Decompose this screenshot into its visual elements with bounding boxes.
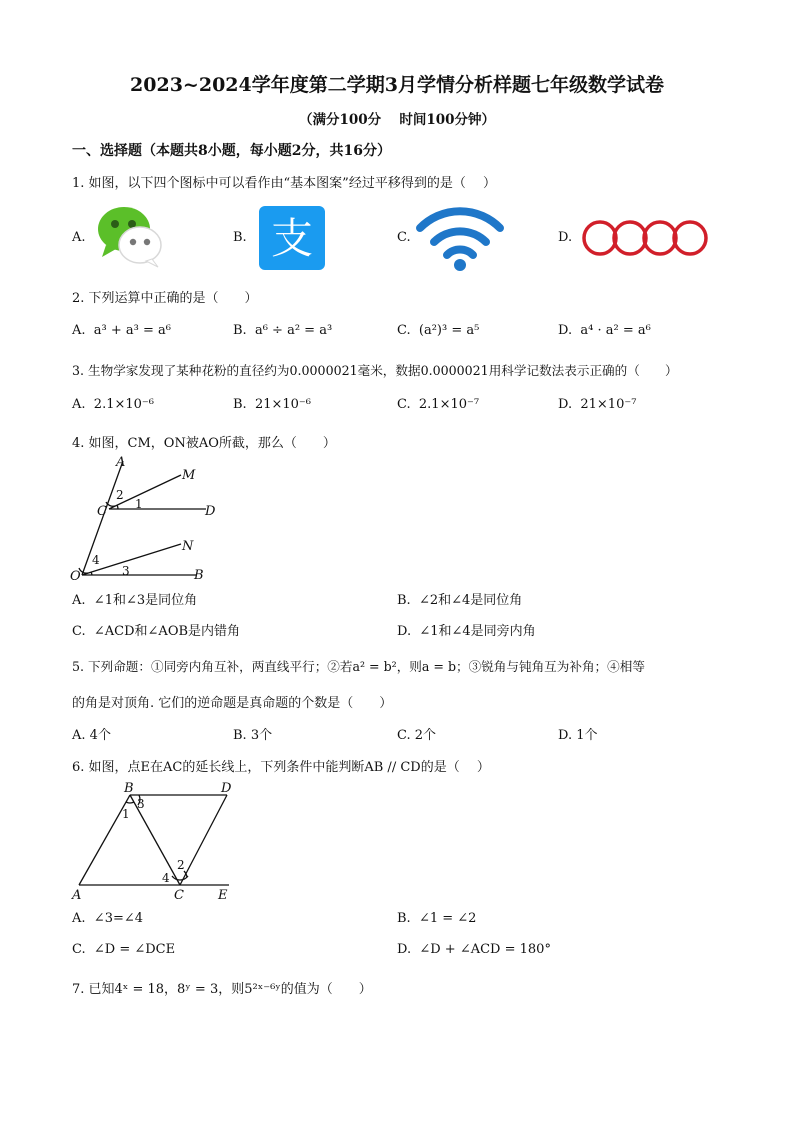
angle-1-label: 1: [122, 807, 130, 821]
question-5-stem-line-2: 的角是对顶角. 它们的逆命题是真命题的个数是（ ）: [72, 696, 393, 711]
question-6-stem: 6. 如图，点E在AC的延长线上，下列条件中能判断AB // CD的是（ ）: [72, 760, 490, 775]
q4-option-d: D. ∠1和∠4是同旁内角: [397, 624, 536, 639]
q5-option-b: B. 3个: [233, 728, 273, 743]
q6-option-b: B. ∠1 = ∠2: [397, 911, 477, 926]
label-A: A: [72, 888, 82, 903]
q2-option-a: A. a³ + a³ = a⁶: [72, 323, 171, 338]
q3-option-b: B. 21×10⁻⁶: [233, 397, 312, 412]
question-4-stem: 4. 如图，CM，ON被AO所截，那么（ ）: [72, 436, 336, 451]
section-heading: 一、选择题（本题共8小题，每小题2分，共16分）: [72, 143, 391, 159]
alipay-glyph: 支: [270, 214, 314, 263]
q3-option-a: A. 2.1×10⁻⁶: [72, 397, 154, 412]
wechat-logo: [96, 203, 164, 269]
q2-option-b: B. a⁶ ÷ a² = a³: [233, 323, 333, 338]
question-7-stem: 7. 已知4ˣ = 18，8ʸ = 3，则5²ˣ⁻⁶ʸ的值为（ ）: [72, 982, 372, 997]
label-C: C: [174, 888, 184, 903]
question-2-stem: 2. 下列运算中正确的是（ ）: [72, 291, 258, 306]
q2-option-d: D. a⁴ · a² = a⁶: [558, 323, 651, 338]
label-N: N: [182, 539, 194, 554]
q1-option-b-label: B.: [233, 230, 247, 245]
q6-geometry-figure: [66, 778, 246, 904]
q1-option-a-label: A.: [72, 230, 86, 245]
alipay-logo: [259, 206, 325, 270]
label-D: D: [221, 781, 232, 796]
label-C: C: [97, 504, 107, 519]
q1-option-c-label: C.: [397, 230, 411, 245]
q1-option-d-label: D.: [558, 230, 573, 245]
question-5-stem-line-1: 5. 下列命题：①同旁内角互补，两直线平行；②若a² = b²，则a = b；③锐角与钝角互为补角；④相等: [72, 659, 645, 674]
exam-subtitle: （满分100分 时间100分钟）: [298, 112, 496, 128]
audi-rings-logo: [580, 218, 710, 258]
q3-option-c: C. 2.1×10⁻⁷: [397, 397, 480, 412]
angle-3-label: 3: [122, 564, 130, 578]
angle-2-label: 2: [116, 488, 124, 502]
label-E: E: [218, 888, 228, 903]
q4-geometry-figure: [66, 452, 226, 584]
q5-option-c: C. 2个: [397, 728, 437, 743]
wifi-icon: [414, 200, 506, 272]
q4-option-a: A. ∠1和∠3是同位角: [72, 593, 198, 608]
label-M: M: [182, 468, 196, 483]
q6-option-d: D. ∠D + ∠ACD = 180°: [397, 942, 551, 957]
q4-option-c: C. ∠ACD和∠AOB是内错角: [72, 624, 241, 639]
q6-option-c: C. ∠D = ∠DCE: [72, 942, 176, 957]
label-A: A: [116, 455, 126, 470]
question-1-stem: 1. 如图，以下四个图标中可以看作由“基本图案”经过平移得到的是（ ）: [72, 176, 496, 191]
q6-option-a: A. ∠3=∠4: [72, 911, 144, 926]
angle-4-label: 4: [162, 871, 170, 885]
q3-option-d: D. 21×10⁻⁷: [558, 397, 637, 412]
q5-option-a: A. 4个: [72, 728, 111, 743]
q4-option-b: B. ∠2和∠4是同位角: [397, 593, 523, 608]
angle-4-label: 4: [92, 553, 100, 567]
label-B: B: [194, 568, 204, 583]
angle-1-label: 1: [135, 497, 143, 511]
angle-3-label: 3: [137, 797, 145, 811]
label-D: D: [205, 504, 216, 519]
label-B: B: [124, 781, 134, 796]
exam-title: 2023~2024学年度第二学期3月学情分析样题七年级数学试卷: [130, 74, 664, 96]
angle-2-label: 2: [177, 858, 185, 872]
q2-option-c: C. (a²)³ = a⁵: [397, 323, 480, 338]
question-3-stem: 3. 生物学家发现了某种花粉的直径约为0.0000021毫米，数据0.0000021用科学记数法表示正确的（ ）: [72, 363, 678, 378]
label-O: O: [70, 569, 81, 584]
q5-option-d: D. 1个: [558, 728, 598, 743]
